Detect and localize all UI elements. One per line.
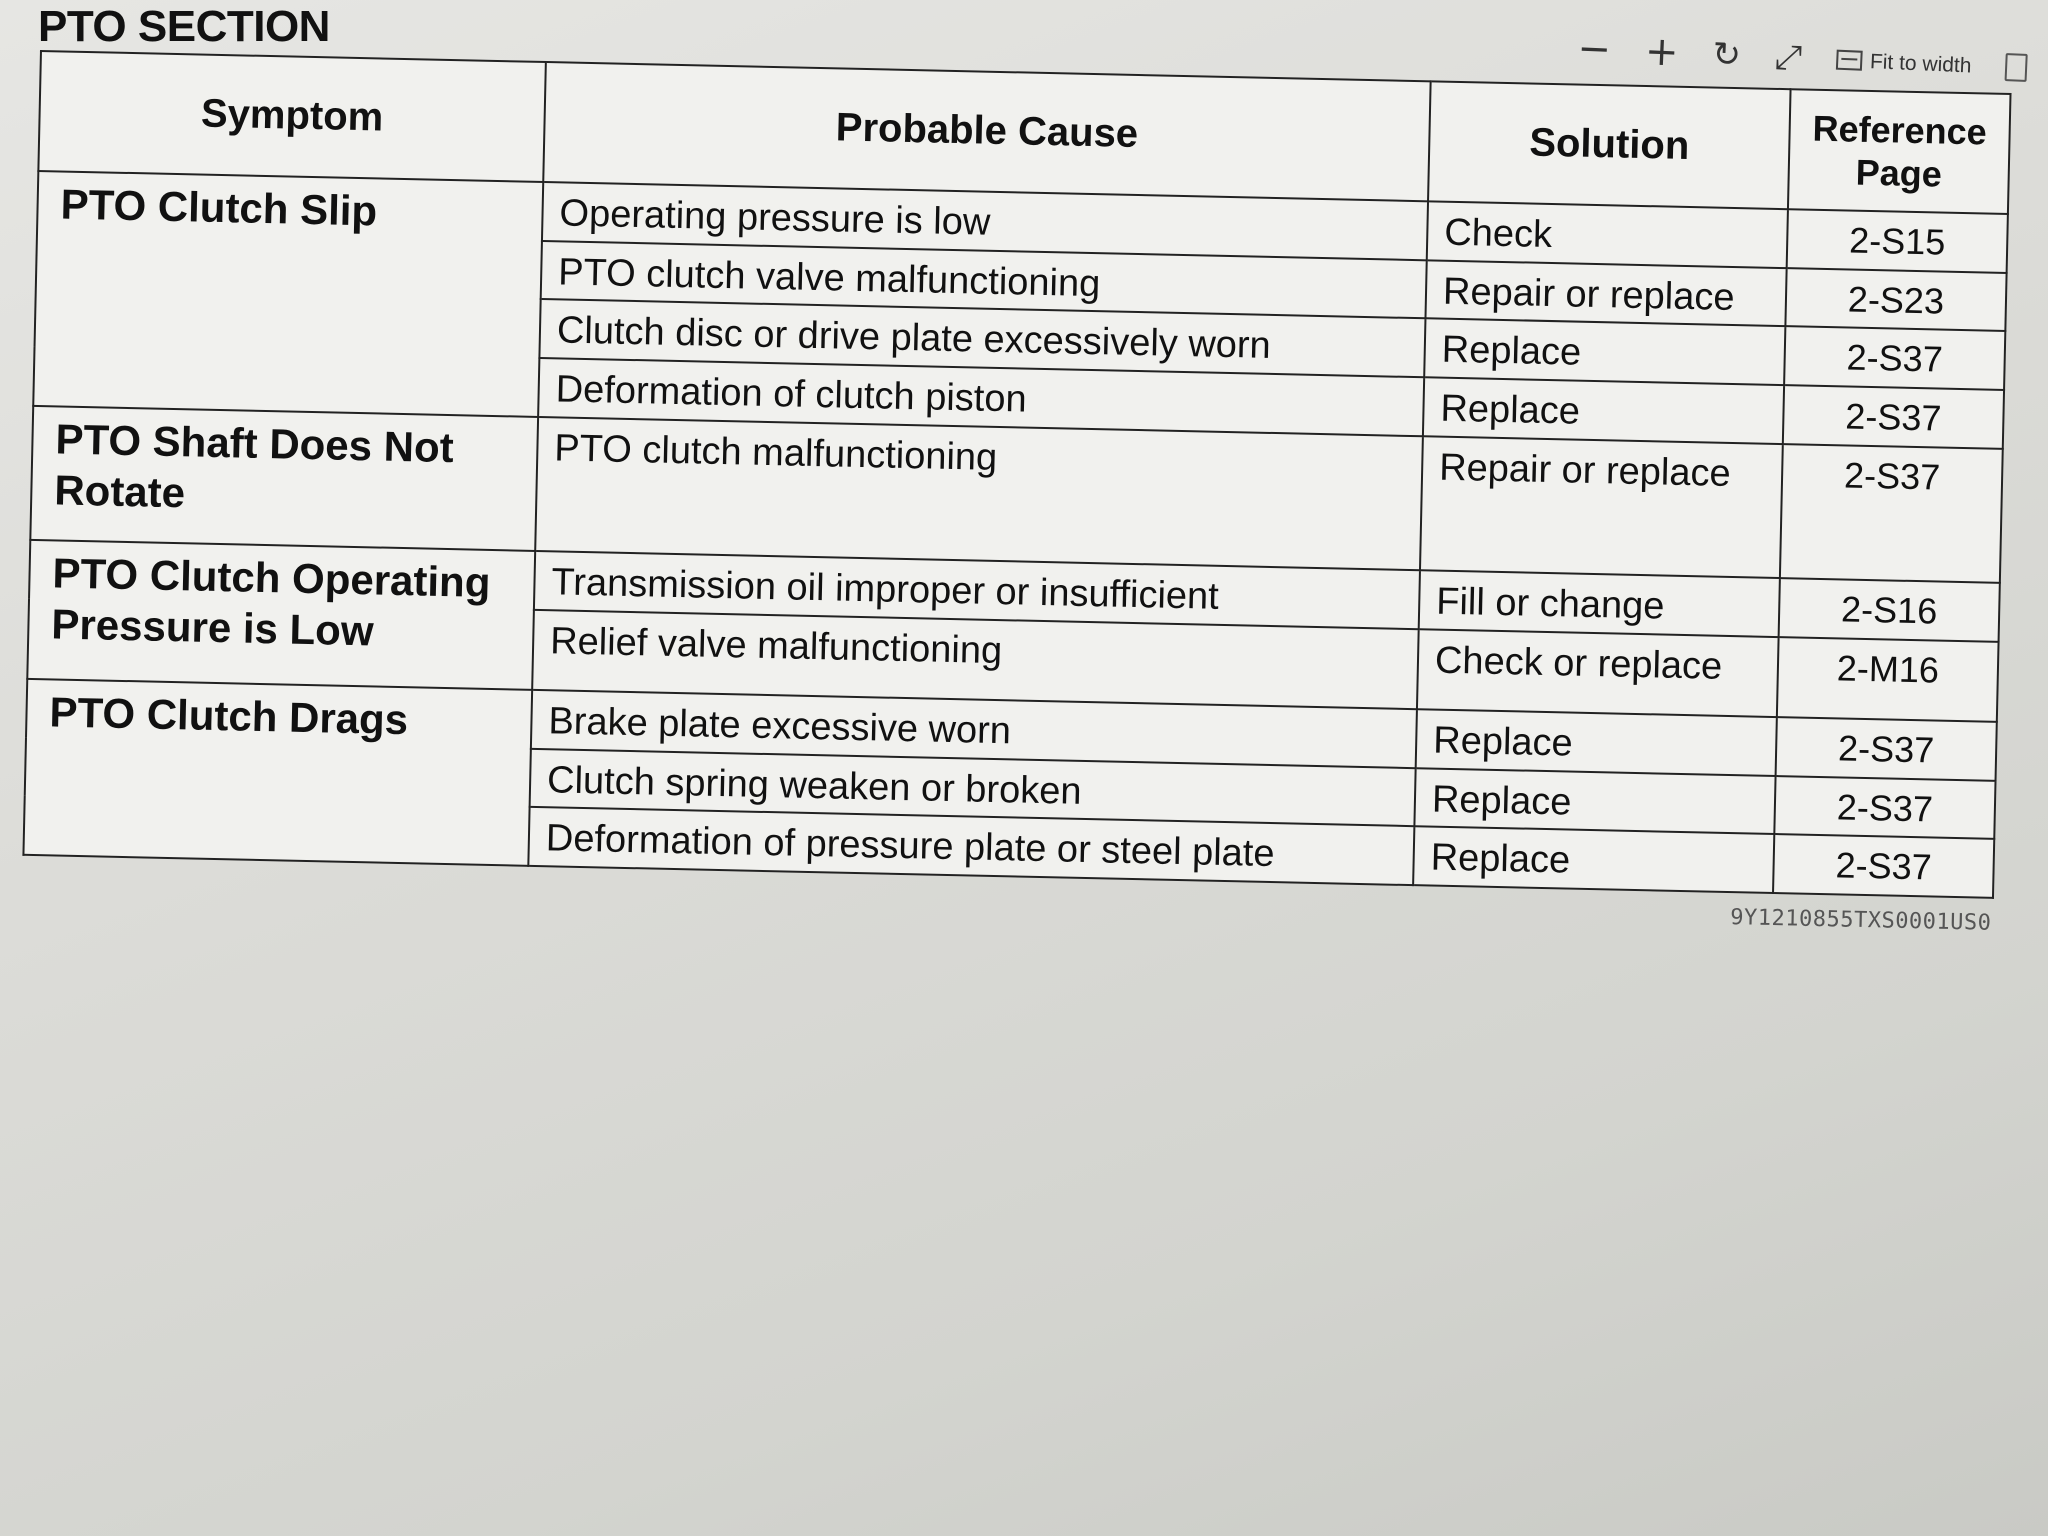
- solution-cell: Replace: [1414, 768, 1775, 834]
- reference-page-cell: 2-S16: [1779, 578, 2000, 641]
- reference-page-cell: 2-S37: [1776, 717, 1997, 780]
- symptom-header: Symptom: [38, 51, 545, 182]
- solution-cell: Check or replace: [1417, 629, 1779, 717]
- reference-page-cell: 2-S23: [1785, 268, 2006, 331]
- fit-to-width-label: Fit to width: [1869, 49, 1972, 78]
- probable-cause-cell: PTO clutch valve malfunctioning: [541, 241, 1427, 319]
- troubleshooting-table: [22, 50, 2011, 899]
- probable-cause-cell: Clutch disc or drive plate excessively worn: [539, 299, 1425, 377]
- symptom-cell: PTO Clutch Drags: [23, 679, 532, 866]
- table-body: [23, 171, 2007, 898]
- fit-width-icon: [1835, 50, 1862, 71]
- probable-cause-cell: Transmission oil improper or insufficient: [534, 551, 1420, 629]
- solution-cell: Fill or change: [1419, 570, 1780, 636]
- viewer-toolbar: [1576, 25, 2028, 88]
- expand-icon[interactable]: ⤢: [1773, 36, 1803, 79]
- probable-cause-cell: Operating pressure is low: [542, 182, 1428, 260]
- solution-cell: Replace: [1424, 319, 1785, 385]
- zoom-out-icon[interactable]: −: [1576, 25, 1612, 73]
- reference-page-cell: 2-S37: [1784, 326, 2005, 389]
- reference-page-cell: 2-S37: [1780, 444, 2003, 583]
- reference-page-cell: 2-S15: [1787, 209, 2008, 272]
- solution-cell: Repair or replace: [1420, 436, 1783, 578]
- probable-cause-cell: Relief valve malfunctioning: [532, 610, 1419, 710]
- troubleshooting-table-wrapper: [22, 50, 2009, 936]
- reference-page-cell: 2-M16: [1777, 637, 1999, 722]
- probable-cause-cell: Brake plate excessive worn: [531, 690, 1417, 768]
- reference-page-cell: 2-S37: [1783, 385, 2004, 448]
- reference-page-cell: 2-S37: [1773, 834, 1994, 897]
- symptom-cell: PTO Clutch Slip: [33, 171, 543, 416]
- probable-cause-header: Probable Cause: [543, 62, 1430, 201]
- solution-cell: Repair or replace: [1425, 260, 1786, 326]
- solution-header: Solution: [1428, 81, 1791, 209]
- probable-cause-cell: Clutch spring weaken or broken: [530, 749, 1416, 827]
- section-title: PTO SECTION: [38, 2, 330, 51]
- document-code: 9Y1210855TXS0001US0: [1730, 905, 1992, 936]
- solution-cell: Replace: [1423, 377, 1784, 443]
- symptom-cell: PTO Shaft Does Not Rotate: [30, 405, 538, 550]
- zoom-in-icon[interactable]: +: [1643, 28, 1680, 76]
- solution-cell: Replace: [1413, 827, 1774, 893]
- solution-cell: Replace: [1416, 709, 1777, 775]
- fit-to-width-button[interactable]: [1835, 49, 1971, 76]
- page-view-icon[interactable]: [2005, 53, 2028, 82]
- reference-page-cell: 2-S37: [1774, 776, 1995, 839]
- symptom-cell: PTO Clutch Operating Pressure is Low: [27, 540, 535, 690]
- rotate-icon[interactable]: ↻: [1711, 34, 1742, 76]
- solution-cell: Check: [1427, 201, 1788, 267]
- probable-cause-cell: PTO clutch malfunctioning: [535, 416, 1423, 570]
- probable-cause-cell: Deformation of pressure plate or steel plate: [528, 807, 1414, 885]
- reference-page-header: Reference Page: [1788, 89, 2011, 214]
- probable-cause-cell: Deformation of clutch piston: [538, 358, 1424, 436]
